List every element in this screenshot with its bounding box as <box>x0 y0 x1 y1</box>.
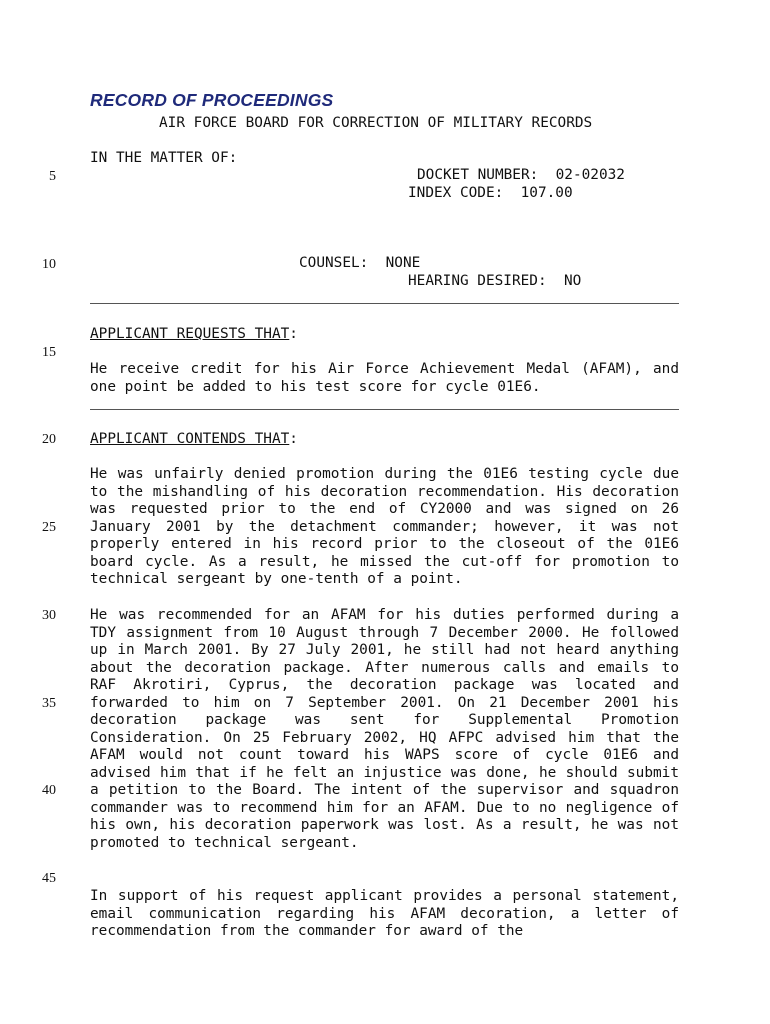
requests-heading: APPLICANT REQUESTS THAT: <box>90 326 298 342</box>
line-number-35: 35 <box>42 696 56 711</box>
contends-paragraph-1: He was unfairly denied promotion during the 01E6 testing cycle due to the mishandling of his decoration recommendation. His decoration was requested prior to the end of CY2000 and was signed on 26 January 2001 by the detachment commander; however, it was not properly entered in his record prior to the closeout of the 01E6 board cycle. As a result, he missed the cut-off for promotion to technical sergeant by one-tenth of a point. <box>90 466 679 587</box>
divider-2 <box>90 409 679 410</box>
divider-1 <box>90 303 679 304</box>
contends-heading: APPLICANT CONTENDS THAT: <box>90 431 298 447</box>
requests-text: He receive credit for his Air Force Achievement Medal (AFAM), and one point be added to his test score for cycle 01E6. <box>90 361 679 395</box>
line-number-10: 10 <box>42 257 56 272</box>
index-value: 107.00 <box>520 185 573 201</box>
line-number-40: 40 <box>42 783 56 798</box>
docket-label: DOCKET NUMBER: <box>417 167 539 183</box>
line-number-45: 45 <box>42 871 56 886</box>
line-number-5: 5 <box>49 169 56 184</box>
hearing-value: NO <box>563 273 582 289</box>
hearing-label: HEARING DESIRED: <box>408 273 547 289</box>
counsel-value: NONE <box>385 255 421 271</box>
line-number-15: 15 <box>42 345 56 360</box>
board-name: AIR FORCE BOARD FOR CORRECTION OF MILITARY RECORDS <box>159 115 593 131</box>
contends-paragraph-3: In support of his request applicant provides a personal statement, email communication regarding his AFAM decoration, a letter of recommendation from the commander for award of the <box>90 888 679 939</box>
counsel <box>299 255 420 273</box>
hearing-desired <box>408 273 581 291</box>
index-code <box>408 185 573 203</box>
line-number-25: 25 <box>42 520 56 535</box>
matter-label: IN THE MATTER OF: <box>90 150 238 166</box>
document-title: RECORD OF PROCEEDINGS <box>90 90 334 110</box>
docket-value: 02-02032 <box>555 167 625 183</box>
line-number-30: 30 <box>42 608 56 623</box>
docket-number <box>417 167 625 185</box>
counsel-label: COUNSEL: <box>299 255 369 271</box>
index-label: INDEX CODE: <box>408 185 504 201</box>
line-number-20: 20 <box>42 432 56 447</box>
contends-paragraph-2: He was recommended for an AFAM for his duties performed during a TDY assignment from 10 August through 7 December 2000. He followed up in March 2001. By 27 July 2001, he still had not heard anything about the decoration package. After numerous calls and emails to RAF Akrotiri, Cyprus, the decoration package was located and forwarded to him on 7 September 2001. On 21 December 2001 his decoration package was sent for Supplemental Promotion Consideration. On 25 February 2002, HQ AFPC advised him that the AFAM would not count toward his WAPS score of cycle 01E6 and advised him that if he felt an injustice was done, he should submit a petition to the Board. The intent of the supervisor and squadron commander was to recommend him for an AFAM. Due to no negligence of his own, his decoration paperwork was lost. As a result, he was not promoted to technical sergeant. <box>90 607 679 851</box>
